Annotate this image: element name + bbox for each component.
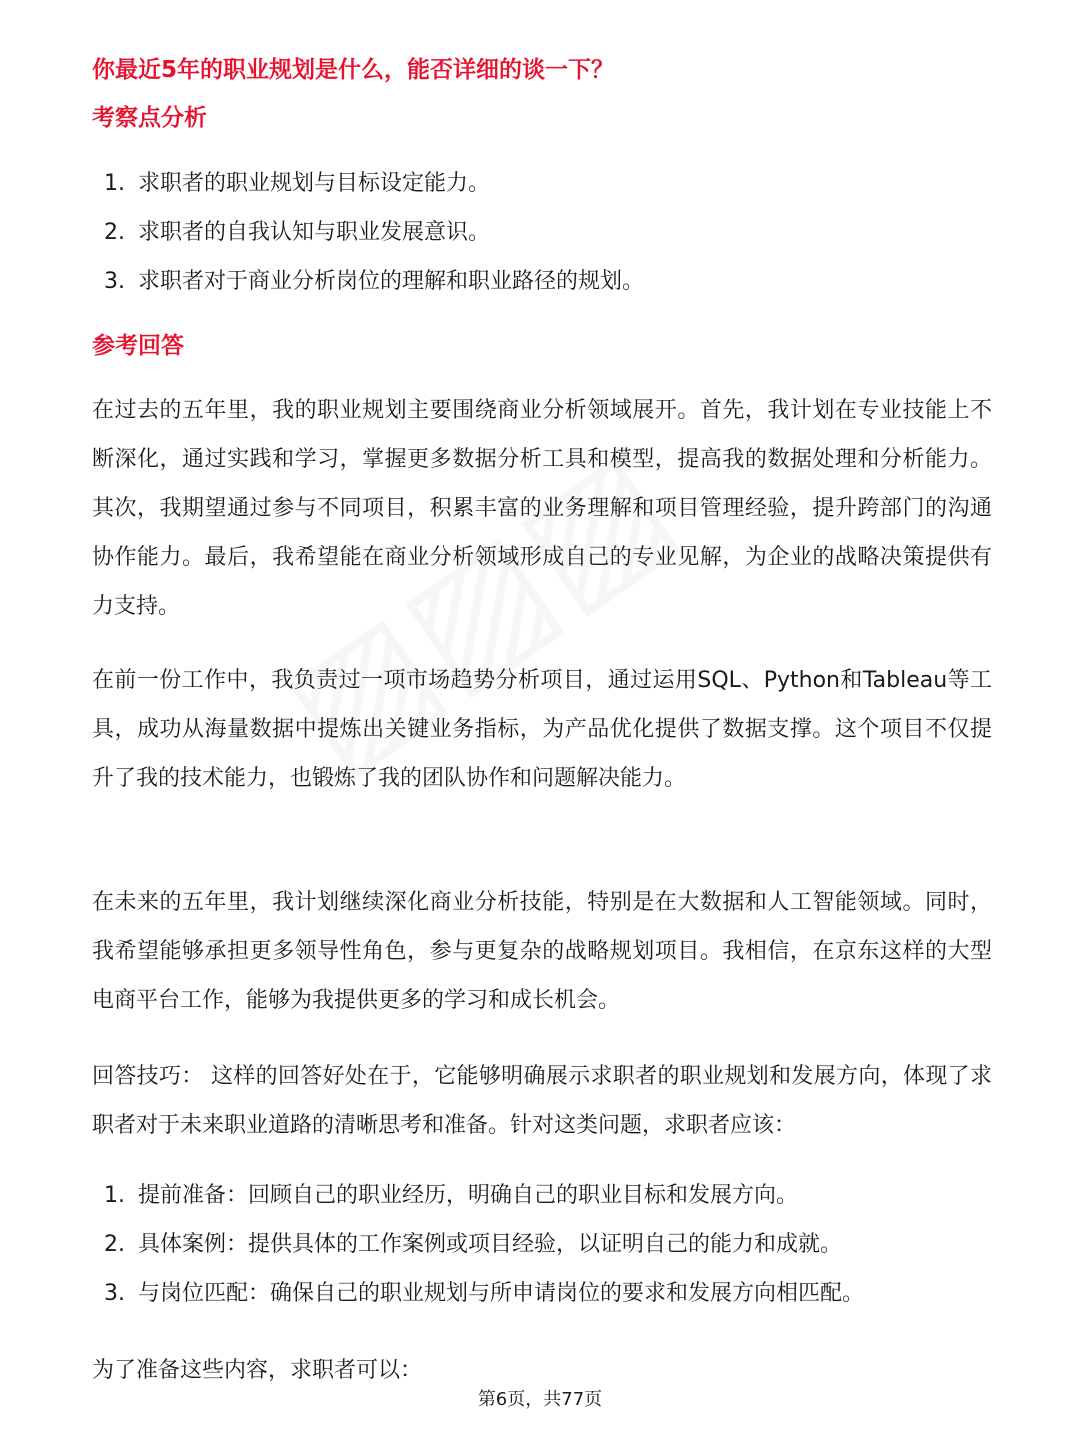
analysis-heading: 考察点分析 (92, 105, 207, 131)
list-text: 求职者的自我认知与职业发展意识。 (138, 220, 491, 245)
list-number: 3. (104, 269, 125, 294)
list-number: 1. (104, 1183, 125, 1208)
list-number: 2. (104, 220, 125, 245)
list-number: 3. (104, 1281, 125, 1306)
question-heading: 你最近5年的职业规划是什么，能否详细的谈一下？ (92, 57, 615, 83)
closing-paragraph: 为了准备这些内容，求职者可以： (92, 1358, 423, 1383)
answer-paragraph-2: 在前一份工作中，我负责过一项市场趋势分析项目，通过运用SQL、Python和Tableau等工具，成功从海量数据中提炼出关键业务指标，为产品优化提供了数据支撑。这个项目不仅提升了我的技术能力，也锻炼了我的团队协作和问题解决能力。 (92, 668, 992, 791)
list-item (92, 1180, 864, 1229)
list-item (92, 1278, 864, 1327)
list-number: 2. (104, 1232, 125, 1257)
list-text: 提前准备：回顾自己的职业经历，明确自己的职业目标和发展方向。 (138, 1183, 799, 1208)
answer-paragraph-1: 在过去的五年里，我的职业规划主要围绕商业分析领域展开。首先，我计划在专业技能上不断深化，通过实践和学习，掌握更多数据分析工具和模型，提高我的数据处理和分析能力。其次，我期望通过参与不同项目，积累丰富的业务理解和项目管理经验，提升跨部门的沟通协作能力。最后，我希望能在商业分析领域形成自己的专业见解，为企业的战略决策提供有力支持。 (92, 398, 992, 619)
reference-heading: 参考回答 (92, 333, 184, 359)
list-item (92, 217, 644, 266)
answer-tips-paragraph: 回答技巧： 这样的回答好处在于，它能够明确展示求职者的职业规划和发展方向，体现了求职者对于未来职业道路的清晰思考和准备。针对这类问题，求职者应该： (92, 1064, 992, 1138)
list-text: 具体案例：提供具体的工作案例或项目经验，以证明自己的能力和成就。 (138, 1232, 843, 1257)
list-item (92, 168, 644, 217)
answer-paragraph-3: 在未来的五年里，我计划继续深化商业分析技能，特别是在大数据和人工智能领域。同时，我希望能够承担更多领导性角色，参与更复杂的战略规划项目。我相信，在京东这样的大型电商平台工作，能够为我提供更多的学习和成长机会。 (92, 890, 992, 1013)
tips-list (92, 1180, 864, 1327)
list-text: 求职者对于商业分析岗位的理解和职业路径的规划。 (138, 269, 645, 294)
list-text: 与岗位匹配：确保自己的职业规划与所申请岗位的要求和发展方向相匹配。 (138, 1281, 865, 1306)
page-footer: 第6页，共77页 (477, 1389, 603, 1410)
list-item (92, 1229, 864, 1278)
list-item (92, 266, 644, 315)
analysis-list (92, 168, 644, 315)
list-text: 求职者的职业规划与目标设定能力。 (138, 171, 491, 196)
list-number: 1. (104, 171, 125, 196)
